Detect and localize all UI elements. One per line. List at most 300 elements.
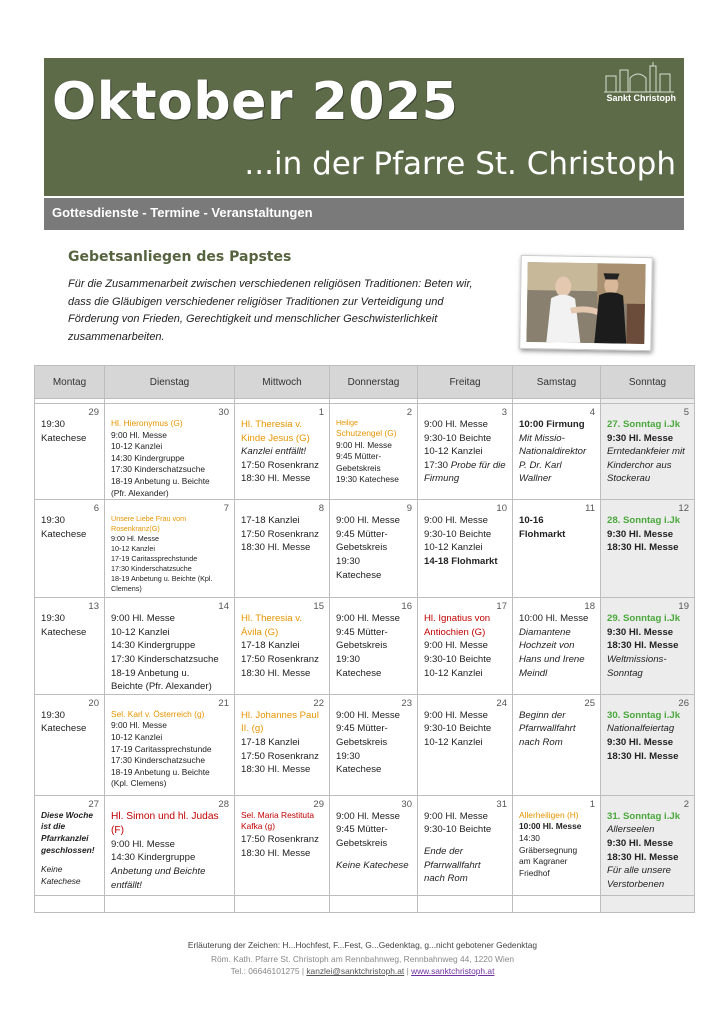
- event-line: Gebetskreis: [336, 837, 388, 849]
- day-events: [424, 810, 508, 886]
- event-line: Rosenkranz(G): [111, 524, 160, 534]
- event-line: 9:00 Hl. Messe: [424, 419, 488, 430]
- day-events: [424, 709, 508, 750]
- event-line: 14:30 Kindergruppe: [111, 852, 196, 864]
- day-events: [41, 418, 100, 445]
- event-line: 18:30 Hl. Messe: [241, 542, 311, 554]
- day-events: [241, 709, 325, 777]
- day-number: 7: [223, 503, 229, 515]
- event-line: 9:30-10 Beichte: [424, 723, 492, 735]
- event-line: Hl. Johannes Paul: [241, 709, 319, 721]
- weekday-header-row: [35, 366, 695, 399]
- day-number: 3: [501, 407, 507, 418]
- church-skyline-icon: [602, 62, 676, 94]
- event-line: 29. Sonntag i.Jk: [607, 613, 681, 625]
- event-line: 9:00 Hl. Messe: [336, 709, 400, 721]
- day-events: [111, 418, 230, 499]
- day-cell: [418, 500, 513, 598]
- header-banner: [44, 58, 684, 196]
- day-events: [424, 612, 508, 680]
- day-events: [241, 514, 325, 555]
- day-number: 12: [678, 503, 689, 515]
- event-line: Schutzengel (G): [336, 428, 397, 438]
- week-row: [35, 500, 695, 598]
- day-cell: [35, 694, 105, 795]
- event-line: Ende der: [424, 845, 463, 857]
- day-number: 27: [88, 798, 99, 810]
- day-number: 11: [585, 503, 595, 515]
- event-line: Allerheiligen (H): [519, 809, 579, 820]
- event-line: Nationaldirektor: [519, 446, 587, 458]
- event-line: Meindl: [519, 667, 548, 679]
- event-line: Katechese: [41, 528, 87, 540]
- event-line: 9:00 Hl. Messe: [111, 613, 175, 625]
- event-line: Katechese: [336, 764, 382, 776]
- event-line: Gebetskreis: [336, 462, 381, 473]
- event-line: 17:30 Kinderschatzsuche: [111, 755, 206, 766]
- day-number: 8: [318, 503, 324, 515]
- event-line: 9:30-10 Beichte: [424, 824, 492, 836]
- day-cell: [601, 694, 695, 795]
- day-events: [241, 810, 325, 860]
- event-line: 9:30 Hl. Messe: [607, 528, 674, 540]
- event-line: Keine: [41, 864, 63, 875]
- day-number: 4: [589, 407, 595, 418]
- event-line: 9:30 Hl. Messe: [607, 736, 674, 748]
- spacer-cell: [601, 895, 695, 912]
- day-events: [336, 514, 413, 582]
- event-line: P. Dr. Karl: [519, 459, 562, 471]
- event-line: Diamantene: [519, 626, 571, 638]
- day-events: [607, 810, 690, 892]
- day-cell: [418, 694, 513, 795]
- event-line: 17-18 Kanzlei: [241, 515, 300, 527]
- day-number: 15: [313, 601, 324, 613]
- event-line: Sonntag: [607, 667, 643, 679]
- event-line: Sel. Karl v. Österreich (g): [111, 708, 205, 719]
- week-row: [35, 795, 695, 895]
- day-cell: [513, 404, 601, 500]
- day-events: [607, 612, 690, 680]
- event-line: Anbetung und Beichte: [111, 865, 206, 877]
- day-events: [519, 709, 596, 750]
- event-line: Hl. Ignatius von: [424, 613, 491, 625]
- event-line: 18:30 Hl. Messe: [241, 764, 311, 776]
- day-number: 19: [678, 601, 689, 613]
- event-line: Gebetskreis: [336, 542, 388, 554]
- event-line: 17:30 Probe für die: [424, 459, 506, 471]
- day-number: 9: [406, 503, 412, 515]
- weekday-header: Samstag: [513, 366, 601, 399]
- day-events: [607, 709, 690, 763]
- event-line: 9:30 Hl. Messe: [607, 432, 674, 444]
- event-line: 18-19 Anbetung u. Beichte: [111, 766, 210, 777]
- event-line: 9:00 Hl. Messe: [336, 515, 400, 527]
- category-bar-text: Gottesdienste - Termine - Veranstaltungen: [52, 205, 313, 220]
- event-line: Pfarrwallfahrt: [424, 859, 481, 871]
- day-cell: [235, 598, 330, 695]
- day-number: 30: [401, 798, 412, 810]
- day-events: [111, 612, 230, 694]
- separator: |: [406, 966, 409, 976]
- day-cell: [330, 598, 418, 695]
- event-line: Friedhof: [519, 867, 550, 878]
- event-line: Katechese: [41, 626, 87, 638]
- email-link[interactable]: kanzlei@sanktchristoph.at: [306, 966, 405, 976]
- day-events: [336, 810, 413, 872]
- event-line: entfällt!: [111, 879, 142, 891]
- event-line: 19:30: [41, 515, 66, 527]
- event-line: Hl. Theresia v.: [241, 419, 302, 430]
- event-line: Sel. Maria Restituta: [241, 809, 315, 820]
- event-line: 17-19 Caritassprechstunde: [111, 743, 212, 754]
- weekday-header: Sonntag: [601, 366, 695, 399]
- day-number: 18: [584, 601, 595, 613]
- day-number: 23: [401, 697, 412, 709]
- event-line: 17:50 Rosenkranz: [241, 653, 319, 665]
- event-line: Gräbersegnung: [519, 844, 578, 855]
- event-line: 9:00 Hl. Messe: [424, 640, 488, 652]
- prayer-line: zusammenarbeiten.: [68, 330, 165, 343]
- event-line: Kinderchor aus: [607, 459, 672, 471]
- event-line: Hl. Simon und hl. Judas: [111, 810, 219, 822]
- day-number: 1: [318, 407, 324, 418]
- event-line: 10-12 Kanzlei: [111, 731, 163, 742]
- event-gap: [424, 837, 508, 845]
- event-line: 9:00 Hl. Messe: [336, 810, 400, 822]
- event-line: 10-12 Kanzlei: [424, 667, 483, 679]
- event-line: 19:30 Katechese: [336, 474, 399, 485]
- event-line: 31. Sonntag i.Jk: [607, 810, 681, 822]
- spacer-cell: [235, 895, 330, 912]
- day-events: [424, 418, 508, 486]
- legend-explanation: Erläuterung der Zeichen: H...Hochfest, F...Fest, G...Gedenktag, g...nicht gebotener Gedenktag: [187, 940, 538, 950]
- day-cell: [105, 795, 235, 895]
- prayer-line: Förderung von Frieden, Gerechtigkeit und menschlicher Geschwisterlichkeit: [68, 313, 438, 325]
- event-line: 17:30 Kinderschatzsuche: [111, 653, 219, 665]
- day-number: 26: [678, 697, 689, 709]
- spacer-cell: [418, 895, 513, 912]
- event-line: 9:00 Hl. Messe: [424, 709, 488, 721]
- event-line: (Kpl. Clemens): [111, 778, 167, 789]
- prayer-text: [68, 276, 488, 346]
- event-line: 19:30: [41, 613, 66, 625]
- event-line: 17-18 Kanzlei: [241, 640, 300, 652]
- event-line: ist die: [41, 821, 66, 832]
- page-subtitle: ...in der Pfarre St. Christoph: [244, 146, 676, 182]
- event-line: 10:00 Hl. Messe: [519, 821, 582, 832]
- event-line: 19:30: [336, 653, 361, 665]
- event-line: 9:00 Hl. Messe: [111, 429, 167, 440]
- event-line: Hl. Theresia v.: [241, 613, 302, 625]
- event-line: Clemens): [111, 584, 142, 594]
- day-cell: [235, 694, 330, 795]
- week-row: [35, 694, 695, 795]
- event-line: Flohmarkt: [519, 528, 566, 540]
- event-line: 14:30 Kindergruppe: [111, 452, 185, 463]
- page-title: Oktober 2025: [52, 72, 459, 132]
- day-cell: [513, 795, 601, 895]
- day-events: [607, 418, 690, 486]
- event-line: 17-19 Caritassprechstunde: [111, 554, 198, 564]
- event-line: geschlossen!: [41, 844, 95, 855]
- day-events: [336, 612, 413, 680]
- event-line: Katechese: [41, 432, 87, 444]
- day-cell: [35, 795, 105, 895]
- event-line: 18:30 Hl. Messe: [241, 667, 311, 679]
- event-line: 9:00 Hl. Messe: [111, 838, 175, 850]
- weekday-header: Freitag: [418, 366, 513, 399]
- day-cell: [513, 694, 601, 795]
- day-events: [519, 612, 596, 680]
- day-cell: [330, 694, 418, 795]
- event-line: 18-19 Anbetung u.: [111, 667, 190, 679]
- event-line: 10:00 Firmung: [519, 419, 585, 430]
- event-line: Antiochien (G): [424, 626, 486, 638]
- event-line: 27. Sonntag i.Jk: [607, 419, 681, 430]
- event-line: 18:30 Hl. Messe: [607, 542, 679, 554]
- week-row: [35, 404, 695, 500]
- day-cell: [513, 500, 601, 598]
- event-line: 9:30-10 Beichte: [424, 653, 492, 665]
- event-line: Diese Woche: [41, 809, 93, 820]
- day-cell: [105, 598, 235, 695]
- day-cell: [601, 795, 695, 895]
- day-events: [111, 514, 230, 594]
- day-cell: [105, 404, 235, 500]
- event-line: 10-12 Kanzlei: [111, 626, 170, 638]
- event-line: 17:50 Rosenkranz: [241, 528, 319, 540]
- day-cell: [235, 404, 330, 500]
- event-line: 10-12 Kanzlei: [424, 736, 483, 748]
- event-gap: [336, 851, 413, 859]
- event-line: 9:45 Mütter-: [336, 528, 388, 540]
- event-line: Gebetskreis: [336, 736, 388, 748]
- weekday-header: Donnerstag: [330, 366, 418, 399]
- day-events: [519, 514, 596, 541]
- weekday-header: Mittwoch: [235, 366, 330, 399]
- event-line: Katechese: [41, 723, 87, 735]
- day-number: 21: [218, 697, 229, 709]
- spacer-cell: [330, 895, 418, 912]
- day-number: 25: [584, 697, 595, 709]
- contact-line: [0, 966, 725, 976]
- event-line: 9:00 Hl. Messe: [336, 613, 400, 625]
- event-line: 17:50 Rosenkranz: [241, 459, 319, 471]
- event-line: Pfarrkanzlei: [41, 832, 89, 843]
- event-line: 14:30: [519, 832, 540, 843]
- event-line: Gebetskreis: [336, 640, 388, 652]
- event-line: 18:30 Hl. Messe: [241, 847, 311, 859]
- event-line: Für alle unsere: [607, 865, 671, 877]
- event-line: Hochzeit von: [519, 640, 575, 652]
- prayer-line: Für die Zusammenarbeit zwischen verschiedenen religiösen Traditionen: Beten wir,: [68, 278, 473, 290]
- calendar-table: [34, 365, 695, 913]
- day-cell: [330, 500, 418, 598]
- event-line: 9:00 Hl. Messe: [424, 810, 488, 822]
- event-line: Allerseelen: [607, 824, 655, 836]
- day-events: [519, 418, 596, 486]
- weekday-header: Montag: [35, 366, 105, 399]
- event-line: 9:30 Hl. Messe: [607, 837, 674, 849]
- day-cell: [105, 500, 235, 598]
- day-number: 2: [406, 407, 412, 418]
- event-line: 18:30 Hl. Messe: [607, 851, 679, 863]
- event-line: Keine Katechese: [336, 859, 409, 871]
- event-line: (F): [111, 824, 125, 836]
- event-line: 18:30 Hl. Messe: [607, 640, 679, 652]
- day-cell: [235, 500, 330, 598]
- event-line: Kanzlei entfällt!: [241, 446, 307, 458]
- day-events: [41, 612, 100, 639]
- prayer-title: Gebetsanliegen des Papstes: [68, 249, 292, 265]
- day-number: 1: [589, 798, 595, 810]
- event-line: 9:45 Mütter-: [336, 451, 382, 462]
- event-line: 9:00 Hl. Messe: [336, 439, 392, 450]
- event-line: 14:30 Kindergruppe: [111, 640, 196, 652]
- event-line: Mit Missio-: [519, 432, 565, 444]
- event-line: 10-12 Kanzlei: [424, 542, 483, 554]
- day-events: [607, 514, 690, 555]
- event-line: 9:45 Mütter-: [336, 824, 388, 836]
- day-number: 22: [313, 697, 324, 709]
- day-number: 14: [218, 601, 229, 613]
- day-number: 6: [93, 503, 99, 515]
- parish-logo: [602, 62, 676, 102]
- day-events: [336, 418, 413, 486]
- event-line: II. (g): [241, 723, 264, 735]
- day-number: 17: [496, 601, 507, 613]
- day-cell: [105, 694, 235, 795]
- event-line: 10-12 Kanzlei: [111, 544, 155, 554]
- event-line: Nationalfeiertag: [607, 723, 675, 735]
- day-events: [241, 612, 325, 680]
- event-line: 18-19 Anbetung u. Beichte (Kpl.: [111, 574, 213, 584]
- event-line: 10-16: [519, 515, 544, 527]
- event-line: Weltmissions-: [607, 653, 667, 665]
- day-events: [111, 810, 230, 892]
- day-number: 24: [496, 697, 507, 709]
- day-number: 29: [88, 407, 99, 418]
- spacer-cell: [105, 895, 235, 912]
- day-events: [111, 709, 230, 790]
- event-line: Katechese: [336, 569, 382, 581]
- day-cell: [330, 795, 418, 895]
- spacer-cell: [35, 895, 105, 912]
- event-line: Beginn der: [519, 709, 566, 721]
- day-cell: [601, 404, 695, 500]
- day-number: 31: [496, 798, 507, 810]
- event-line: 17:50 Rosenkranz: [241, 750, 319, 762]
- event-line: 17-18 Kanzlei: [241, 736, 300, 748]
- day-number: 29: [313, 798, 324, 810]
- day-events: [41, 514, 100, 541]
- website-link[interactable]: www.sanktchristoph.at: [411, 966, 495, 976]
- event-line: 10-12 Kanzlei: [111, 441, 163, 452]
- event-gap: [41, 856, 100, 864]
- pope-photo: [519, 255, 653, 351]
- day-cell: [513, 598, 601, 695]
- event-line: 19:30: [336, 750, 361, 762]
- day-cell: [601, 598, 695, 695]
- event-line: Pfarrwallfahrt: [519, 723, 576, 735]
- event-line: Verstorbenen: [607, 878, 665, 890]
- event-line: 17:50 Rosenkranz: [241, 833, 319, 845]
- event-line: 17:30 Kinderschatzsuche: [111, 464, 206, 475]
- event-line: Kafka (g): [241, 821, 275, 832]
- day-cell: [418, 795, 513, 895]
- prayer-line: dass die Gläubigen verschiedener religiöser Traditionen zur Verteidigung und: [68, 295, 444, 308]
- day-cell: [35, 500, 105, 598]
- day-number: 30: [218, 407, 229, 418]
- parish-address: Röm. Kath. Pfarre St. Christoph am Rennbahnweg, Rennbahnweg 44, 1220 Wien: [210, 954, 515, 964]
- phone-text: Tel.: 06646101275 |: [230, 966, 305, 976]
- day-number: 5: [683, 407, 689, 418]
- event-line: Kinde Jesus (G): [241, 432, 310, 444]
- day-cell: [35, 404, 105, 500]
- event-line: nach Rom: [519, 736, 563, 748]
- event-line: Ávila (G): [241, 626, 279, 638]
- day-number: 28: [218, 798, 229, 810]
- event-line: Hl. Hieronymus (G): [111, 418, 183, 428]
- event-line: Heilige: [336, 418, 358, 427]
- event-line: 9:45 Mütter-: [336, 626, 388, 638]
- event-line: 9:30-10 Beichte: [424, 528, 492, 540]
- event-line: 19:30: [41, 419, 66, 430]
- day-cell: [418, 404, 513, 500]
- event-line: 9:00 Hl. Messe: [424, 515, 488, 527]
- event-line: Stockerau: [607, 473, 651, 485]
- event-line: 9:00 Hl. Messe: [111, 534, 159, 544]
- event-line: (Pfr. Alexander): [111, 487, 169, 498]
- day-events: [519, 810, 596, 880]
- category-bar: [44, 198, 684, 230]
- event-line: 9:00 Hl. Messe: [111, 720, 167, 731]
- day-cell: [601, 500, 695, 598]
- event-line: 14-18 Flohmarkt: [424, 555, 498, 567]
- event-line: Unsere Liebe Frau vom: [111, 514, 187, 524]
- event-line: 9:30 Hl. Messe: [607, 626, 674, 638]
- day-cell: [330, 404, 418, 500]
- day-events: [41, 709, 100, 736]
- week-row: [35, 598, 695, 695]
- event-line: 17:30 Kinderschatzsuche: [111, 564, 192, 574]
- footer-row: [35, 895, 695, 912]
- event-line: Katechese: [336, 667, 382, 679]
- event-line: Hans und Irene: [519, 653, 585, 665]
- spacer-cell: [513, 895, 601, 912]
- event-line: 9:45 Mütter-: [336, 723, 388, 735]
- event-line: nach Rom: [424, 873, 468, 885]
- day-cell: [35, 598, 105, 695]
- event-line: Wallner: [519, 473, 552, 485]
- day-cell: [418, 598, 513, 695]
- day-number: 20: [88, 697, 99, 709]
- event-line: Beichte (Pfr. Alexander): [111, 681, 212, 693]
- day-events: [424, 514, 508, 568]
- event-line: 18-19 Anbetung u. Beichte: [111, 475, 210, 486]
- event-line: 19:30: [336, 555, 361, 567]
- day-cell: [235, 795, 330, 895]
- day-number: 16: [401, 601, 412, 613]
- event-line: 18:30 Hl. Messe: [241, 473, 311, 485]
- photo-image: [526, 262, 645, 344]
- event-line: Firmung: [424, 473, 460, 485]
- day-events: [41, 810, 100, 888]
- day-events: [336, 709, 413, 777]
- day-number: 10: [496, 503, 507, 515]
- event-line: 19:30: [41, 709, 66, 721]
